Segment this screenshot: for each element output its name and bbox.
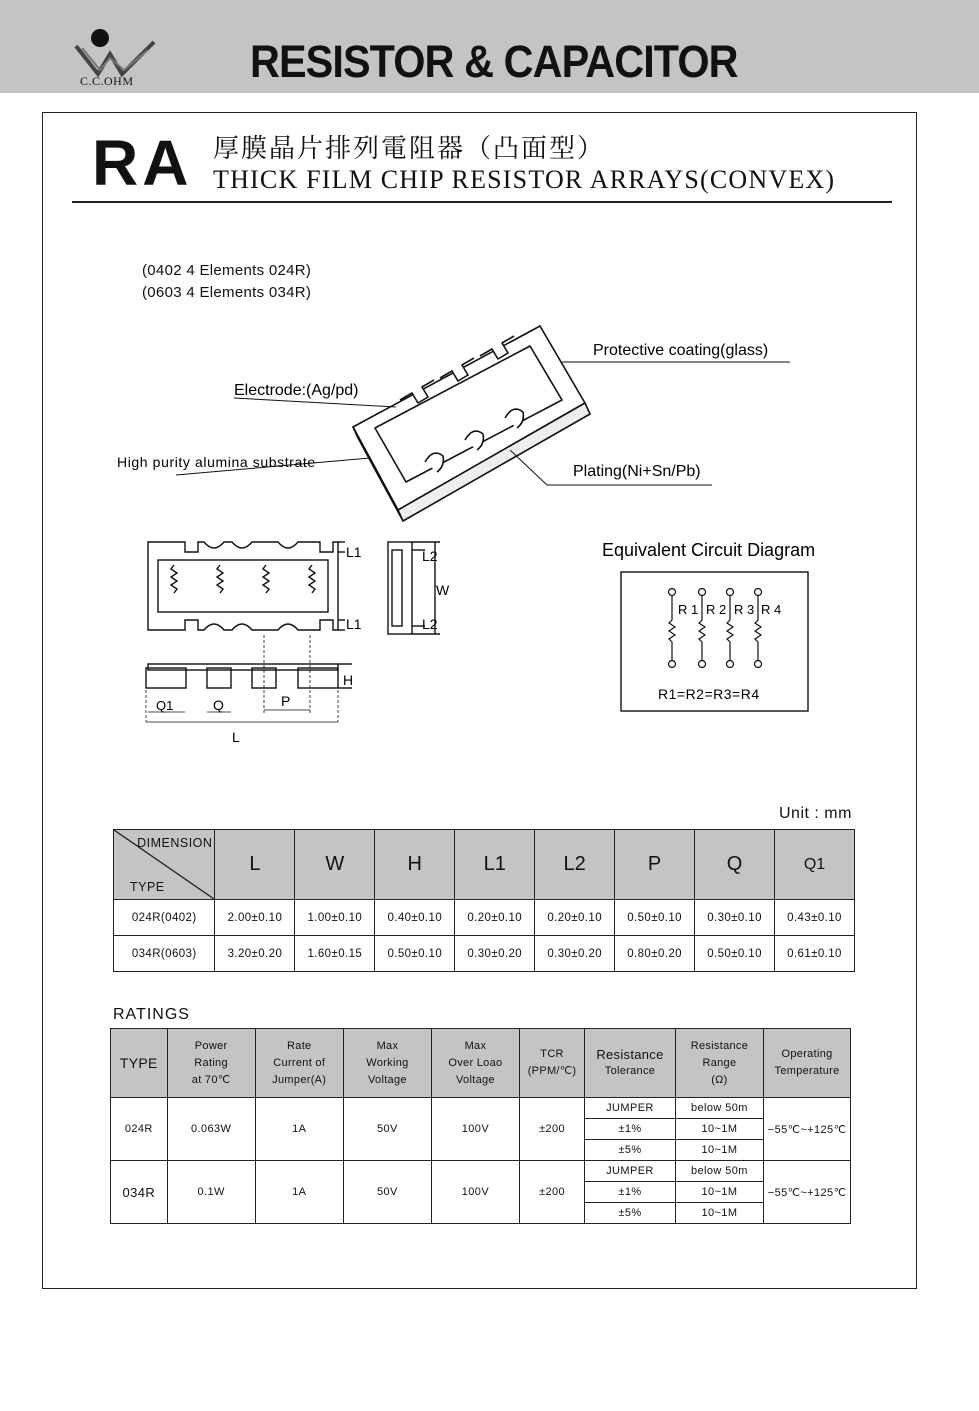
- table-row: [114, 900, 855, 936]
- value-cell: 0.30±0.20: [455, 936, 535, 972]
- l-label: L: [232, 729, 240, 745]
- value-cell: 0.40±0.10: [375, 900, 455, 936]
- product-name-en: THICK FILM CHIP RESISTOR ARRAYS(CONVEX): [213, 165, 836, 194]
- tcr-cell: ±200: [519, 1161, 584, 1224]
- header-line: Tolerance: [604, 1065, 656, 1077]
- overload-voltage-cell: 100V: [431, 1098, 519, 1161]
- value-cell: 0.43±0.10: [775, 900, 855, 936]
- value-cell: 0.80±0.20: [615, 936, 695, 972]
- ratings-table: [110, 1028, 851, 1224]
- header-line: TCR: [540, 1048, 564, 1060]
- tolerance-cell: ±5%: [585, 1203, 676, 1224]
- circuit-title: Equivalent Circuit Diagram: [602, 540, 816, 560]
- header-max-overload: [431, 1029, 519, 1098]
- header-line: Power: [194, 1039, 228, 1052]
- type-cell: 024R: [111, 1098, 168, 1161]
- tolerance-cell: ±1%: [585, 1182, 676, 1203]
- header-line: Temperature: [774, 1065, 840, 1077]
- value-cell: 0.50±0.10: [695, 936, 775, 972]
- temperature-cell: −55℃~+125℃: [764, 1161, 851, 1224]
- header-line: at 70℃: [191, 1073, 231, 1086]
- column-header: H: [375, 830, 455, 900]
- value-cell: 0.50±0.10: [615, 900, 695, 936]
- current-cell: 1A: [255, 1161, 343, 1224]
- column-header: Q1: [775, 830, 855, 900]
- resistor-label: R 4: [761, 602, 782, 617]
- value-cell: 0.20±0.10: [455, 900, 535, 936]
- l2-top-label: L2: [422, 548, 438, 564]
- title-divider: [72, 201, 892, 203]
- table-row: [114, 936, 855, 972]
- header-line: Rating: [194, 1056, 228, 1069]
- w-label: W: [436, 582, 450, 598]
- header-tcr: [519, 1029, 584, 1098]
- header-line: Voltage: [368, 1073, 407, 1086]
- ratings-heading: RATINGS: [113, 1006, 190, 1023]
- header-tolerance: [585, 1029, 676, 1098]
- header-line: Max: [464, 1039, 487, 1052]
- unit-label: Unit : mm: [779, 805, 852, 822]
- value-cell: 1.60±0.15: [295, 936, 375, 972]
- header-line: Voltage: [456, 1073, 495, 1086]
- column-header: L: [215, 830, 295, 900]
- temperature-cell: −55℃~+125℃: [764, 1098, 851, 1161]
- header-type: TYPE: [111, 1029, 168, 1098]
- q-label: Q: [213, 697, 224, 713]
- column-header: P: [615, 830, 695, 900]
- l1-top-label: L1: [346, 544, 362, 560]
- tcr-cell: ±200: [519, 1098, 584, 1161]
- dimension-drawing: [140, 530, 460, 755]
- dimension-type-corner: [114, 830, 215, 900]
- chip-illustration: [100, 310, 820, 525]
- corner-dimension-label: DIMENSION: [137, 836, 213, 850]
- resistor-equation: R1=R2=R3=R4: [658, 686, 760, 702]
- variant-list: [142, 260, 311, 304]
- table-row: [111, 1161, 851, 1182]
- range-cell: below 50m: [675, 1161, 763, 1182]
- table-header-row: [114, 830, 855, 900]
- l1-bottom-label: L1: [346, 616, 362, 632]
- header-line: Operating: [781, 1048, 833, 1060]
- working-voltage-cell: 50V: [343, 1161, 431, 1224]
- tolerance-cell: ±5%: [585, 1140, 676, 1161]
- table-row: [111, 1098, 851, 1119]
- circuit-diagram: [590, 535, 850, 715]
- header-line: Over Loao: [448, 1056, 503, 1069]
- header-line: Resistance: [596, 1047, 664, 1062]
- header-line: Rate: [287, 1039, 312, 1052]
- header-line: Jumper(A): [272, 1073, 327, 1086]
- resistor-label: R 1: [678, 602, 699, 617]
- column-header: L2: [535, 830, 615, 900]
- header-range: [675, 1029, 763, 1098]
- table-header-row: [111, 1029, 851, 1098]
- tolerance-cell: JUMPER: [585, 1161, 676, 1182]
- value-cell: 2.00±0.10: [215, 900, 295, 936]
- resistor-label: R 3: [734, 602, 755, 617]
- variant-item: (0603 4 Elements 034R): [142, 284, 312, 301]
- corner-type-label: TYPE: [130, 880, 165, 894]
- type-cell: 034R(0603): [114, 936, 215, 972]
- header-operating: [764, 1029, 851, 1098]
- header-power: [167, 1029, 255, 1098]
- electrode-label: Electrode:(Ag/pd): [234, 382, 359, 399]
- range-cell: 10~1M: [675, 1182, 763, 1203]
- header-title: RESISTOR & CAPACITOR: [250, 36, 738, 87]
- header-line: Resistance: [690, 1039, 749, 1052]
- resistor-label: R 2: [706, 602, 727, 617]
- value-cell: 0.30±0.10: [695, 900, 775, 936]
- plating-label: Plating(Ni+Sn/Pb): [573, 463, 701, 480]
- range-cell: 10~1M: [675, 1140, 763, 1161]
- variant-item: (0402 4 Elements 024R): [142, 262, 312, 279]
- type-cell: 034R: [111, 1161, 168, 1224]
- header-line: Range: [702, 1056, 737, 1069]
- overload-voltage-cell: 100V: [431, 1161, 519, 1224]
- current-cell: 1A: [255, 1098, 343, 1161]
- header-rate-current: [255, 1029, 343, 1098]
- value-cell: 0.20±0.10: [535, 900, 615, 936]
- product-name-cn: 厚膜晶片排列電阻器（凸面型）: [213, 134, 606, 164]
- value-cell: 1.00±0.10: [295, 900, 375, 936]
- dimension-table: [113, 829, 855, 972]
- substrate-label: High purity alumina substrate: [117, 454, 316, 470]
- header-line: Current of: [273, 1056, 326, 1069]
- power-cell: 0.1W: [167, 1161, 255, 1224]
- h-label: H: [343, 672, 354, 688]
- column-header: Q: [695, 830, 775, 900]
- power-cell: 0.063W: [167, 1098, 255, 1161]
- type-cell: 024R(0402): [114, 900, 215, 936]
- l2-bottom-label: L2: [422, 616, 438, 632]
- range-cell: 10~1M: [675, 1119, 763, 1140]
- value-cell: 0.50±0.10: [375, 936, 455, 972]
- header-line: Working: [366, 1056, 409, 1069]
- header-max-working: [343, 1029, 431, 1098]
- value-cell: 0.30±0.20: [535, 936, 615, 972]
- p-label: P: [281, 693, 291, 709]
- q1-label: Q1: [156, 698, 174, 713]
- product-code: RA: [92, 127, 193, 199]
- value-cell: 3.20±0.20: [215, 936, 295, 972]
- protective-coating-label: Protective coating(glass): [593, 342, 769, 359]
- logo-text: C.C.OHM: [80, 74, 134, 88]
- range-cell: below 50m: [675, 1098, 763, 1119]
- range-cell: 10~1M: [675, 1203, 763, 1224]
- working-voltage-cell: 50V: [343, 1098, 431, 1161]
- value-cell: 0.61±0.10: [775, 936, 855, 972]
- column-header: W: [295, 830, 375, 900]
- header-line: Max: [376, 1039, 399, 1052]
- column-header: L1: [455, 830, 535, 900]
- tolerance-cell: JUMPER: [585, 1098, 676, 1119]
- header-line: (Ω): [711, 1073, 728, 1086]
- tolerance-cell: ±1%: [585, 1119, 676, 1140]
- header-line: (PPM/℃): [527, 1065, 577, 1077]
